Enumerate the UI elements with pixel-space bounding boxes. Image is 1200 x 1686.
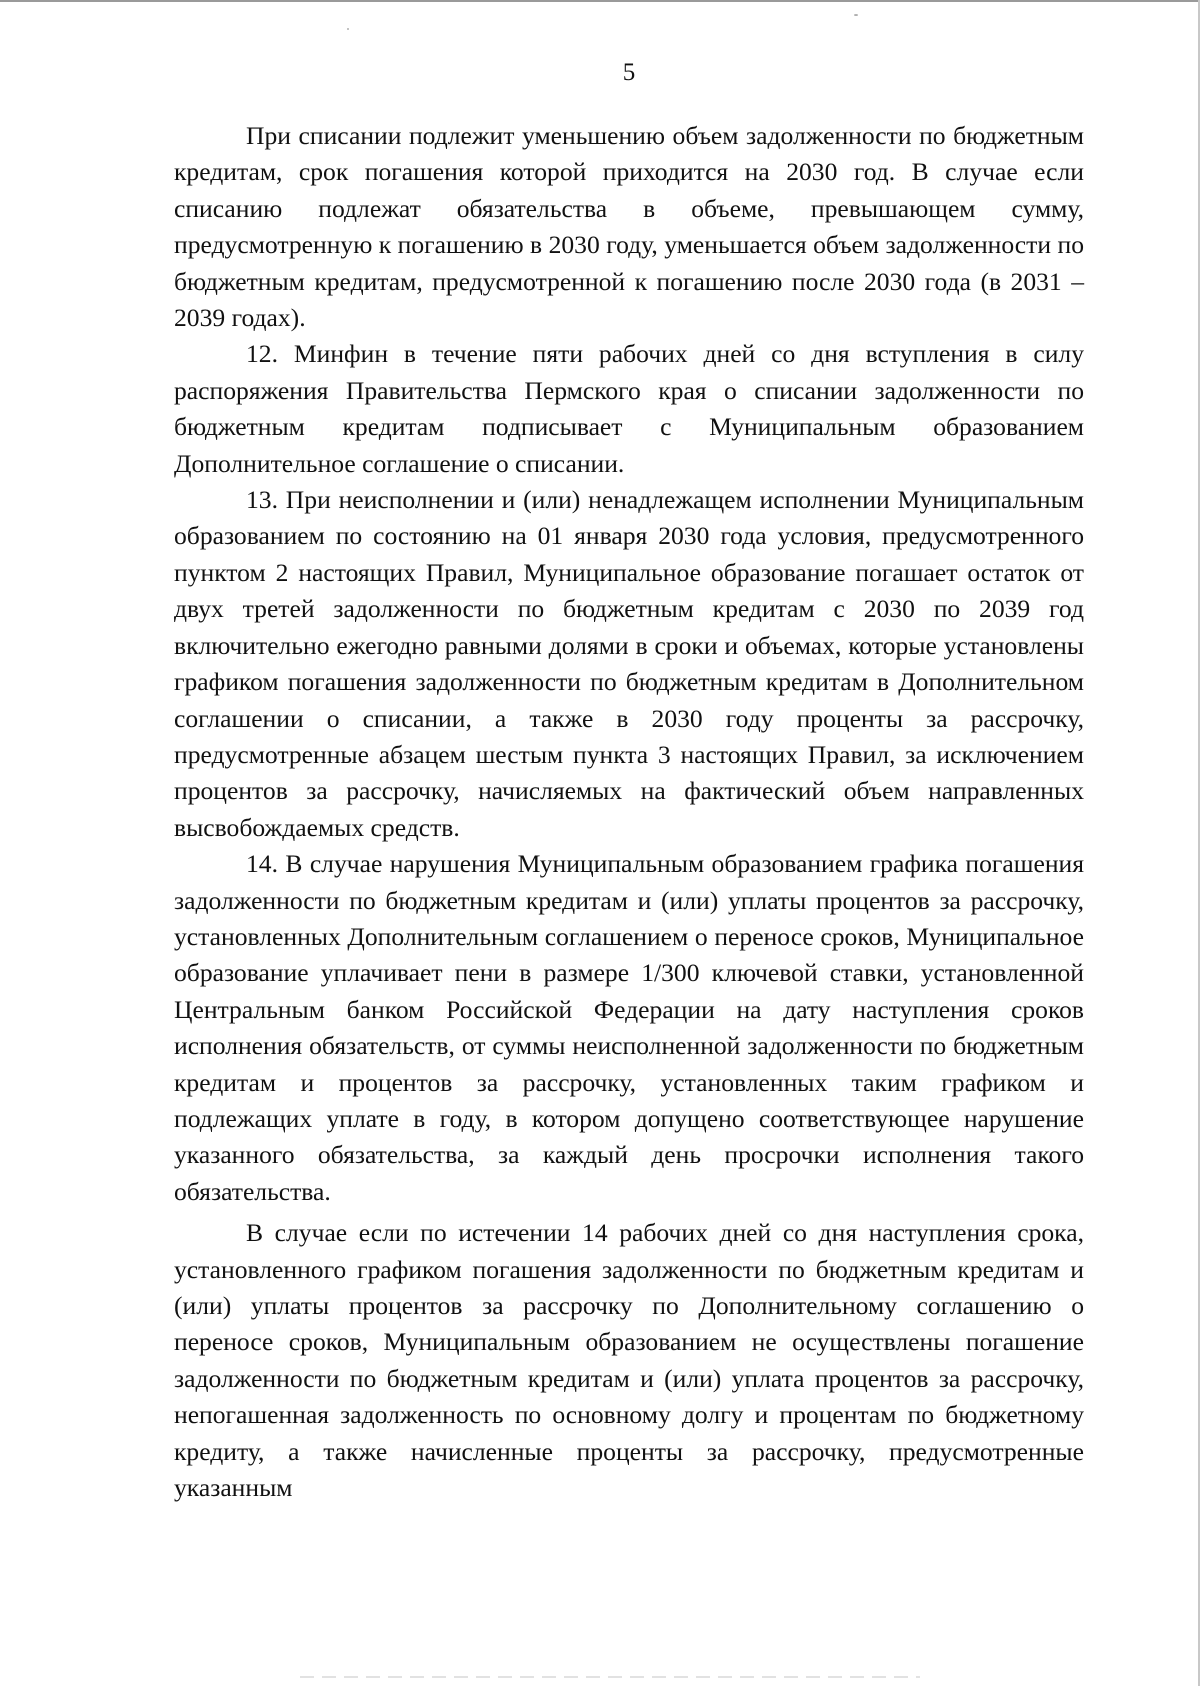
paragraph-writeoff-scope: При списании подлежит уменьшению объем задолженности по бюджетным кредитам, срок погашения которой приходится на 2030 год. В случае если списанию подлежат обязательства в объеме, превышающем сумму, предусмотренную к погашению в 2030 году, уменьшается объем задолженности по бюджетным кредитам, предусмотренной к погашению после 2030 года (в 2031 – 2039 годах). bbox=[174, 121, 1084, 333]
scan-speck bbox=[854, 14, 858, 16]
scan-edge-top bbox=[0, 0, 1200, 2]
paragraph-12-signing: 12. Минфин в течение пяти рабочих дней со дня вступления в силу распоряжения Правительства Пермского края о списании задолженности по бюджетным кредитам подписывает с Муниципальным образованием Дополнительное соглашение о списании. bbox=[174, 339, 1084, 478]
scan-noise-bottom bbox=[300, 1676, 920, 1678]
scan-speck bbox=[347, 28, 349, 30]
paragraph-14-penalty: 14. В случае нарушения Муниципальным образованием графика погашения задолженности по бюджетным кредитам и (или) уплаты процентов за рассрочку, установленных Дополнительным соглашением о переносе сроков, Муниципальное образование уплачивает пени в размере 1/300 ключевой ставки, установленной Центральным банком Российской Федерации на дату наступления сроков исполнения обязательств, от суммы неисполненной задолженности по бюджетным кредитам и процентов за рассрочку, установленных таким графиком и подлежащих уплате в году, в котором допущено соответствующее нарушение указанного обязательства, за каждый день просрочки исполнения такого обязательства. bbox=[174, 849, 1084, 1206]
document-body bbox=[174, 118, 1084, 1506]
paragraph-overdue-14-days: В случае если по истечении 14 рабочих дней со дня наступления срока, установленного графиком погашения задолженности по бюджетным кредитам и (или) уплаты процентов за рассрочку по Дополнительному соглашению о переносе сроков, Муниципальным образованием не осуществлены погашение задолженности по бюджетным кредитам и (или) уплата процентов за рассрочку, непогашенная задолженность по основному долгу и процентам по бюджетному кредиту, а также начисленные проценты за рассрочку, предусмотренные указанным bbox=[174, 1218, 1084, 1503]
page-number: 5 bbox=[622, 59, 636, 86]
paragraph-13-nonfulfillment: 13. При неисполнении и (или) ненадлежащем исполнении Муниципальным образованием по состоянию на 01 января 2030 года условия, предусмотренного пунктом 2 настоящих Правил, Муниципальное образование погашает остаток от двух третей задолженности по бюджетным кредитам с 2030 по 2039 год включительно ежегодно равными долями в сроки и объемах, которые установлены графиком погашения задолженности по бюджетным кредитам в Дополнительном соглашении о списании, а также в 2030 году проценты за рассрочку, предусмотренные абзацем шестым пункта 3 настоящих Правил, за исключением процентов за рассрочку, начисляемых на фактический объем направленных высвобождаемых средств. bbox=[174, 485, 1084, 842]
